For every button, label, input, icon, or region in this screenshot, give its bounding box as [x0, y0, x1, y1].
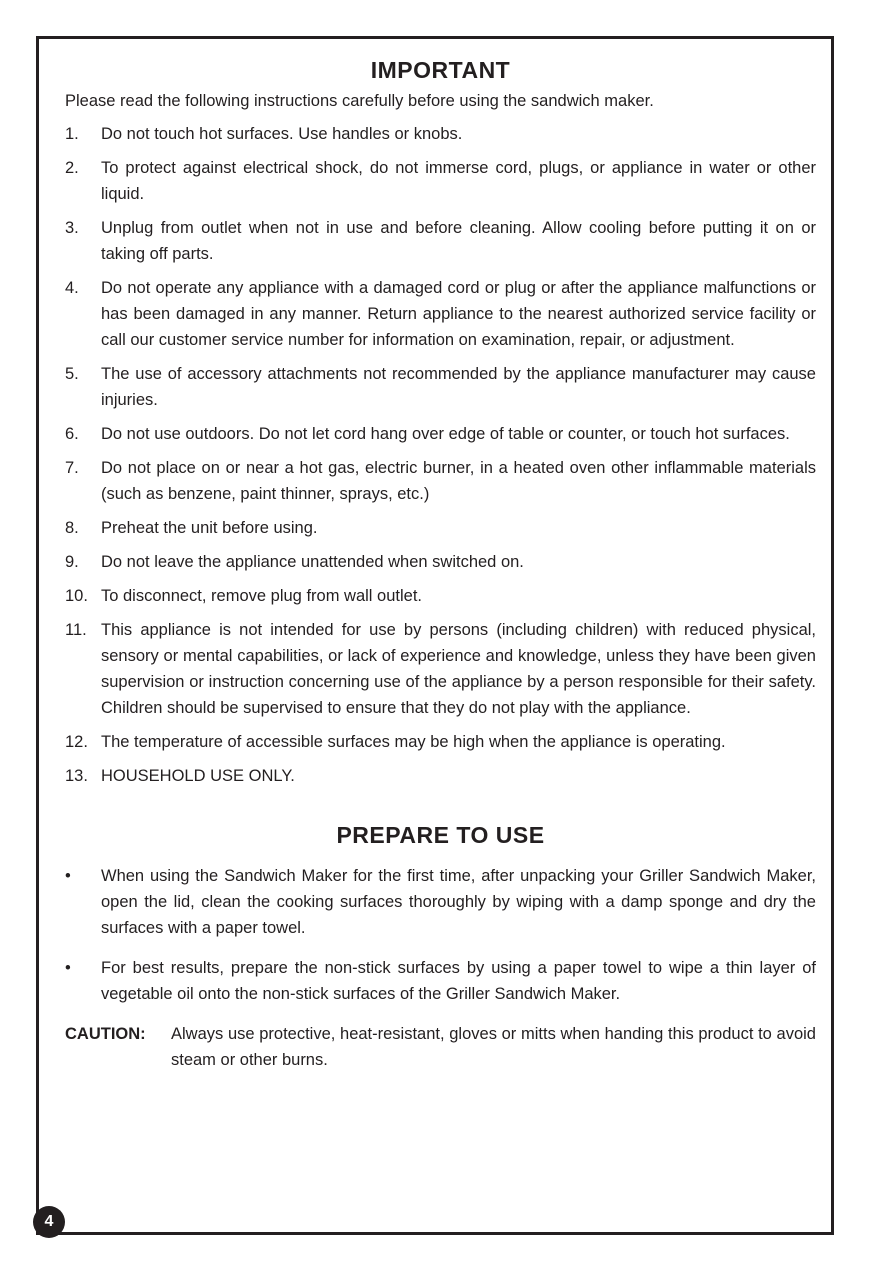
list-item — [65, 729, 816, 755]
bullet-icon: • — [65, 959, 71, 977]
caution-label: CAUTION: — [65, 1025, 146, 1043]
list-item — [65, 361, 816, 413]
item-number: 4. — [65, 279, 79, 297]
item-text: For best results, prepare the non-stick surfaces by using a paper towel to wipe a thin layer of vegetable oil onto the non-stick surfaces of the Griller Sandwich Maker. — [101, 959, 816, 1003]
item-number: 2. — [65, 159, 79, 177]
item-number: 5. — [65, 365, 79, 383]
item-text: When using the Sandwich Maker for the first time, after unpacking your Griller Sandwich Maker, open the lid, clean the cooking surfaces thoroughly by wiping with a damp sponge and dry the surfaces with a paper towel. — [101, 867, 816, 937]
item-number: 13. — [65, 767, 88, 785]
item-number: 10. — [65, 587, 88, 605]
item-number: 12. — [65, 733, 88, 751]
item-text: To protect against electrical shock, do not immerse cord, plugs, or appliance in water or other liquid. — [101, 159, 816, 203]
item-number: 11. — [65, 621, 87, 639]
list-item — [65, 549, 816, 575]
item-number: 6. — [65, 425, 79, 443]
list-item — [65, 121, 816, 147]
prepare-list — [65, 863, 816, 1007]
list-item — [65, 617, 816, 721]
list-item — [65, 515, 816, 541]
bullet-icon: • — [65, 867, 71, 885]
prepare-heading: PREPARE TO USE — [336, 822, 545, 848]
list-item — [65, 863, 816, 941]
item-number: 8. — [65, 519, 79, 537]
list-item — [65, 955, 816, 1007]
important-heading: IMPORTANT — [370, 57, 511, 83]
item-text: Preheat the unit before using. — [101, 519, 318, 537]
list-item — [65, 215, 816, 267]
item-number: 9. — [65, 553, 79, 571]
item-text: Do not use outdoors. Do not let cord hang over edge of table or counter, or touch hot surfaces. — [101, 425, 790, 443]
item-number: 7. — [65, 459, 79, 477]
item-text: The use of accessory attachments not recommended by the appliance manufacturer may cause injuries. — [101, 365, 816, 409]
list-item — [65, 583, 816, 609]
page-content — [65, 54, 816, 1073]
item-text: Unplug from outlet when not in use and before cleaning. Allow cooling before putting it on or taking off parts. — [101, 219, 816, 263]
caution-text: Always use protective, heat-resistant, gloves or mitts when handing this product to avoid steam or other burns. — [171, 1025, 816, 1069]
item-text: Do not touch hot surfaces. Use handles or knobs. — [101, 125, 463, 143]
item-text: This appliance is not intended for use by persons (including children) with reduced physical, sensory or mental capabilities, or lack of experience and knowledge, unless they have been given supervision or instruction concerning use of the appliance by a person responsible for their safety. Children should be supervised to ensure that they do not play with the appliance. — [101, 621, 816, 717]
list-item — [65, 421, 816, 447]
caution-note — [65, 1021, 816, 1073]
page-number-badge: 4 — [33, 1206, 65, 1238]
item-text: Do not operate any appliance with a damaged cord or plug or after the appliance malfunctions or has been damaged in any manner. Return appliance to the nearest authorized service facility or call our customer service number for information on examination, repair, or adjustment. — [101, 279, 816, 349]
item-number: 3. — [65, 219, 79, 237]
item-text: Do not place on or near a hot gas, electric burner, in a heated oven other inflammable materials (such as benzene, paint thinner, sprays, etc.) — [101, 459, 816, 503]
list-item — [65, 155, 816, 207]
intro-text: Please read the following instructions carefully before using the sandwich maker. — [65, 92, 654, 110]
list-item — [65, 275, 816, 353]
item-text: The temperature of accessible surfaces may be high when the appliance is operating. — [101, 733, 726, 751]
item-number: 1. — [65, 125, 79, 143]
item-text: HOUSEHOLD USE ONLY. — [101, 767, 295, 785]
item-text: To disconnect, remove plug from wall outlet. — [101, 587, 422, 605]
important-instructions-list — [65, 121, 816, 789]
item-text: Do not leave the appliance unattended when switched on. — [101, 553, 524, 571]
list-item — [65, 455, 816, 507]
list-item — [65, 763, 816, 789]
